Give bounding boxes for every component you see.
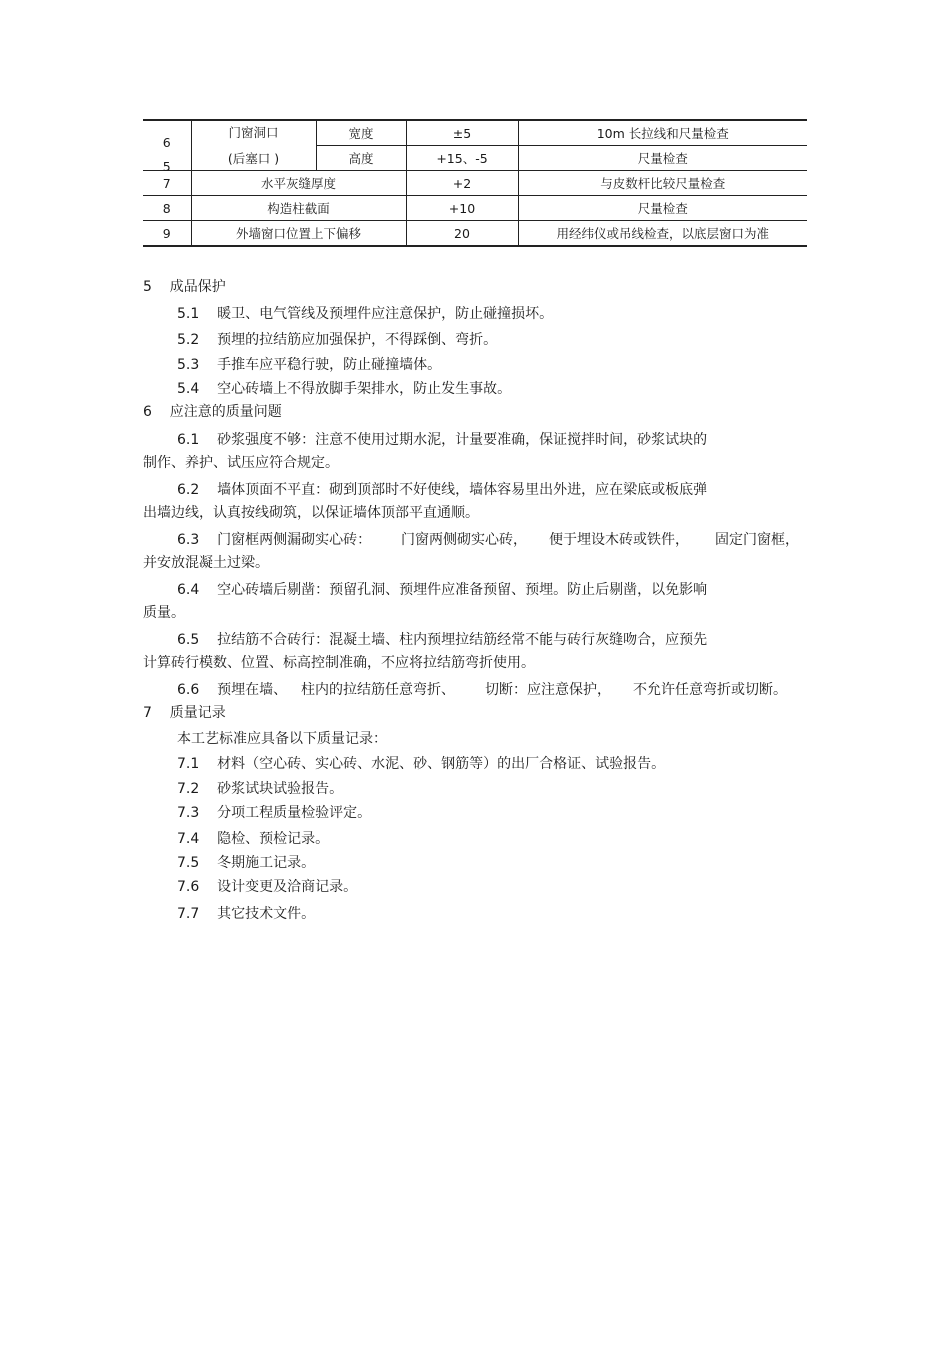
item-number: 6.1 (177, 432, 200, 448)
row-number: 6 (162, 135, 171, 150)
section-6-heading (143, 403, 282, 421)
item-number: 7.2 (177, 781, 200, 797)
item-text: 设计变更及洽商记录。 (217, 879, 358, 895)
tolerance-cell: +15、-5 (406, 146, 518, 171)
list-item (177, 830, 329, 848)
sub-item-cell: 宽度 (316, 120, 406, 146)
item-number: 7.7 (177, 906, 200, 922)
table-row (143, 221, 807, 247)
method-cell: 尺量检查 (518, 196, 807, 221)
tolerance-cell: +2 (406, 171, 518, 196)
method-cell: 10m 长拉线和尺量检查 (518, 120, 807, 146)
item-label-sub: (后塞口 ) (227, 151, 280, 166)
item-text: 隐检、预检记录。 (217, 831, 330, 847)
list-item (177, 431, 707, 449)
item-label: 门窗洞口 (228, 125, 279, 140)
item-cell: 外墙窗口位置上下偏移 (191, 221, 406, 247)
item-number: 5.2 (177, 332, 200, 348)
list-item (177, 804, 371, 822)
list-item (177, 681, 287, 699)
item-text: 门窗框两侧漏砌实心砖： (217, 532, 372, 548)
section-5-heading (143, 278, 226, 296)
item-text: 不允许任意弯折或切断。 (633, 682, 787, 698)
row-number-cell (143, 120, 191, 174)
item-text: 砂浆试块试验报告。 (217, 781, 344, 797)
section-number: 7 (143, 705, 152, 721)
list-item (177, 380, 511, 398)
item-text: 便于埋设木砖或铁件， (549, 532, 689, 548)
tolerance-cell: +10 (406, 196, 518, 221)
item-number: 6.3 (177, 532, 200, 548)
item-number: 7.3 (177, 805, 200, 821)
sub-item-cell: 高度 (316, 146, 406, 171)
list-item-continuation: 质量。 (143, 605, 185, 621)
tolerance-cell: ±5 (406, 120, 518, 146)
section-title: 应注意的质量问题 (169, 404, 282, 420)
item-cell: 构造柱截面 (191, 196, 406, 221)
table-row (143, 196, 807, 221)
quality-tolerance-table (143, 119, 807, 247)
list-item (177, 878, 357, 896)
list-item (177, 780, 343, 798)
row-number: 7 (143, 171, 191, 196)
section-title: 成品保护 (169, 279, 226, 295)
item-text: 墙体顶面不平直：砌到顶部时不好使线，墙体容易里出外进，应在梁底或板底弹 (217, 482, 708, 498)
item-number: 5.3 (177, 357, 200, 373)
item-text: 分项工程质量检验评定。 (217, 805, 372, 821)
item-text: 砂浆强度不够：注意不使用过期水泥，计量要准确，保证搅拌时间，砂浆试块的 (217, 432, 708, 448)
list-item-continuation: 制作、养护、试压应符合规定。 (143, 455, 339, 471)
item-cell: 水平灰缝厚度 (191, 171, 406, 196)
list-item (177, 854, 315, 872)
section-number: 6 (143, 404, 152, 420)
list-item (177, 331, 497, 349)
item-number: 7.5 (177, 855, 200, 871)
section-title: 质量记录 (169, 705, 226, 721)
item-number: 6.4 (177, 582, 200, 598)
list-item-continuation: 计算砖行模数、位置、标高控制准确，不应将拉结筋弯折使用。 (143, 655, 535, 671)
list-item (177, 581, 707, 599)
row-number: 8 (143, 196, 191, 221)
list-item (177, 531, 371, 549)
method-cell: 与皮数杆比较尺量检查 (518, 171, 807, 196)
item-text: 拉结筋不合砖行：混凝土墙、柱内预埋拉结筋经常不能与砖行灰缝吻合，应预先 (217, 632, 708, 648)
item-number: 7.6 (177, 879, 200, 895)
list-item-continuation: 并安放混凝土过梁。 (143, 555, 269, 571)
method-cell: 尺量检查 (518, 146, 807, 171)
list-item (177, 631, 707, 649)
item-text: 柱内的拉结筋任意弯折、 (301, 682, 455, 698)
list-item (177, 755, 665, 773)
list-item (177, 305, 553, 323)
section-number: 5 (143, 279, 152, 295)
item-number: 7.1 (177, 756, 200, 772)
item-text: 手推车应平稳行驶，防止碰撞墙体。 (217, 357, 442, 373)
table-row (143, 120, 807, 146)
item-text: 门窗两侧砌实心砖， (401, 532, 527, 548)
item-cell (191, 120, 316, 171)
item-text: 材料（空心砖、实心砖、水泥、砂、钢筋等）的出厂合格证、试验报告。 (217, 756, 666, 772)
table-row (143, 171, 807, 196)
list-item (177, 356, 441, 374)
row-number: 9 (143, 221, 191, 247)
item-number: 6.6 (177, 682, 200, 698)
list-item (177, 481, 707, 499)
method-cell: 用经纬仪或吊线检查，以底层窗口为准 (518, 221, 807, 247)
list-item (177, 905, 315, 923)
item-number: 5.1 (177, 306, 200, 322)
item-text: 空心砖墙后剔凿：预留孔洞、预埋件应准备预留、预埋。防止后剔凿，以免影响 (217, 582, 708, 598)
item-text: 暖卫、电气管线及预埋件应注意保护，防止碰撞损坏。 (217, 306, 554, 322)
item-text: 预埋的拉结筋应加强保护，不得踩倒、弯折。 (217, 332, 498, 348)
item-text: 切断：应注意保护， (485, 682, 611, 698)
item-text: 其它技术文件。 (217, 906, 316, 922)
section-intro: 本工艺标准应具备以下质量记录： (177, 731, 387, 747)
item-text: 预埋在墙、 (217, 682, 288, 698)
item-number: 7.4 (177, 831, 200, 847)
item-text: 冬期施工记录。 (217, 855, 316, 871)
item-text: 固定门窗框， (715, 532, 799, 548)
item-text: 空心砖墙上不得放脚手架排水，防止发生事故。 (217, 381, 512, 397)
row-number-fragment: 5 (162, 159, 171, 174)
list-item-continuation: 出墙边线，认真按线砌筑，以保证墙体顶部平直通顺。 (143, 505, 479, 521)
item-number: 6.5 (177, 632, 200, 648)
item-number: 5.4 (177, 381, 200, 397)
tolerance-cell: 20 (406, 221, 518, 247)
section-7-heading (143, 704, 226, 722)
item-number: 6.2 (177, 482, 200, 498)
